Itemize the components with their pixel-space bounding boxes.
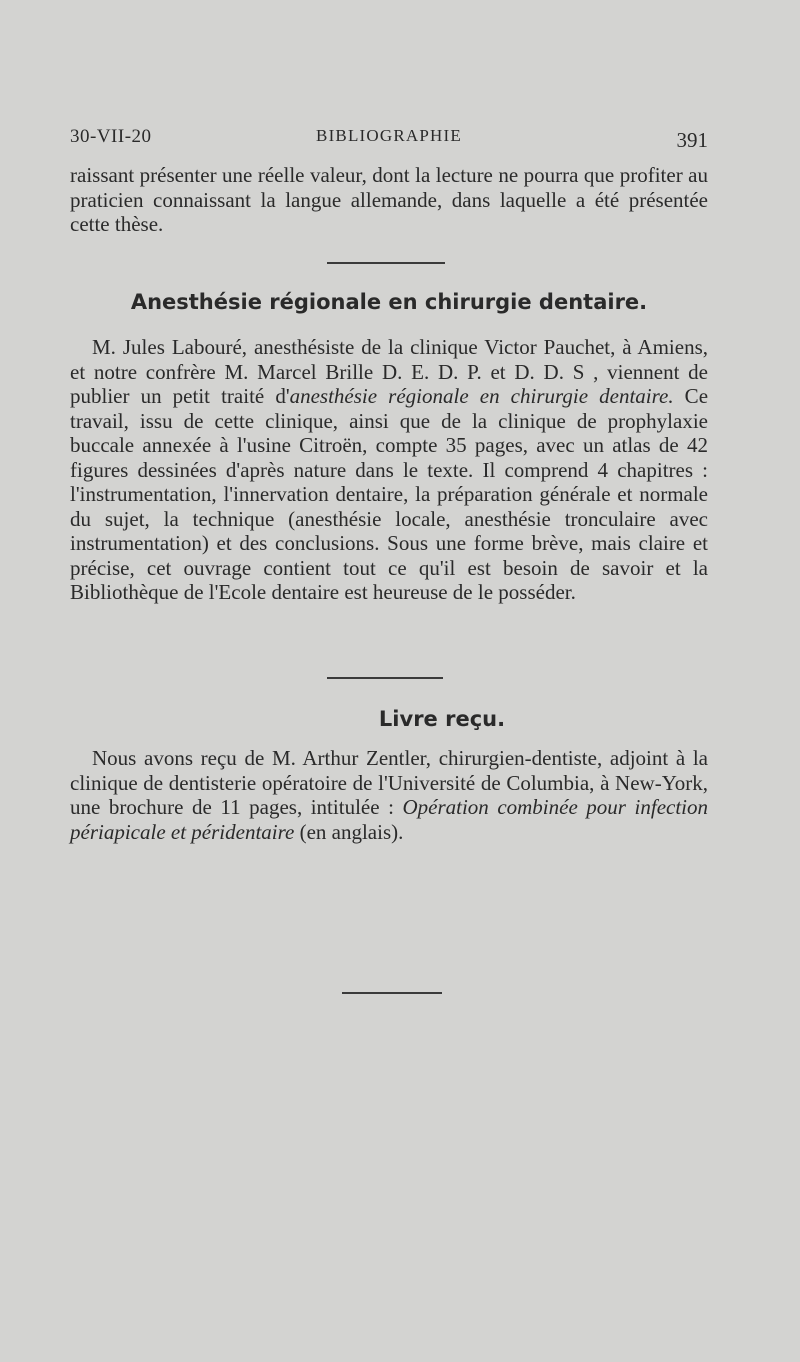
article-title-anesthesie: Anesthésie régionale en chirurgie dentaire. xyxy=(130,290,648,314)
article-title-livre-recu: Livre reçu. xyxy=(378,707,506,731)
article2-body-rest: (en anglais). xyxy=(294,819,404,844)
brochure-title-italic: Opération combinée pour infection périapicale et péridentaire xyxy=(70,795,708,844)
header-date: 30-VII-20 xyxy=(70,126,152,147)
page-number: 391 xyxy=(676,128,708,152)
book-title-italic: anesthésie régionale en chirurgie dentaire. xyxy=(289,384,674,408)
article-body-lead: M. Jules Labouré, anesthésiste de la clinique Victor Pauchet, à Amiens, et notre confrère M. Marcel Brille D. E. D. P. et D. D. S , viennent de publier un petit traité d' xyxy=(70,335,708,408)
article-body-rest: Ce travail, issu de cette clinique, ainsi que de la clinique de prophylaxie buccale annexée à l'usine Citroën, compte 35 pages, avec un atlas de 42 figures dessinées d'après nature dans le texte. Il comprend 4 chapitres : l'instrumentation, l'innervation dentaire, la préparation générale et normale du sujet, la technique (anesthésie locale, anesthésie tronculaire avec instrumentation) et des conclusions. Sous une forme brève, mais claire et précise, cet ouvrage contient tout ce qu'il est besoin de savoir et la Bibliothèque de l'Ecole dentaire est heureuse de le posséder. xyxy=(70,384,709,604)
end-divider xyxy=(342,992,442,994)
section-divider-1 xyxy=(327,262,445,264)
page-header xyxy=(70,126,708,156)
article-body-anesthesie xyxy=(70,335,708,605)
article-body-livre-recu xyxy=(70,746,708,844)
intro-paragraph: raissant présenter une réelle valeur, dont la lecture ne pourra que profiter au praticien connaissant la langue allemande, dans laquelle a été présentée cette thèse. xyxy=(70,163,708,236)
header-section-title: BIBLIOGRAPHIE xyxy=(316,126,462,145)
article2-body-lead: Nous avons reçu de M. Arthur Zentler, chirurgien-dentiste, adjoint à la clinique de dentisterie opératoire de l'Université de Columbia, à New-York, une brochure de 11 pages, intitulée : xyxy=(70,746,708,819)
section-divider-2 xyxy=(327,677,443,679)
